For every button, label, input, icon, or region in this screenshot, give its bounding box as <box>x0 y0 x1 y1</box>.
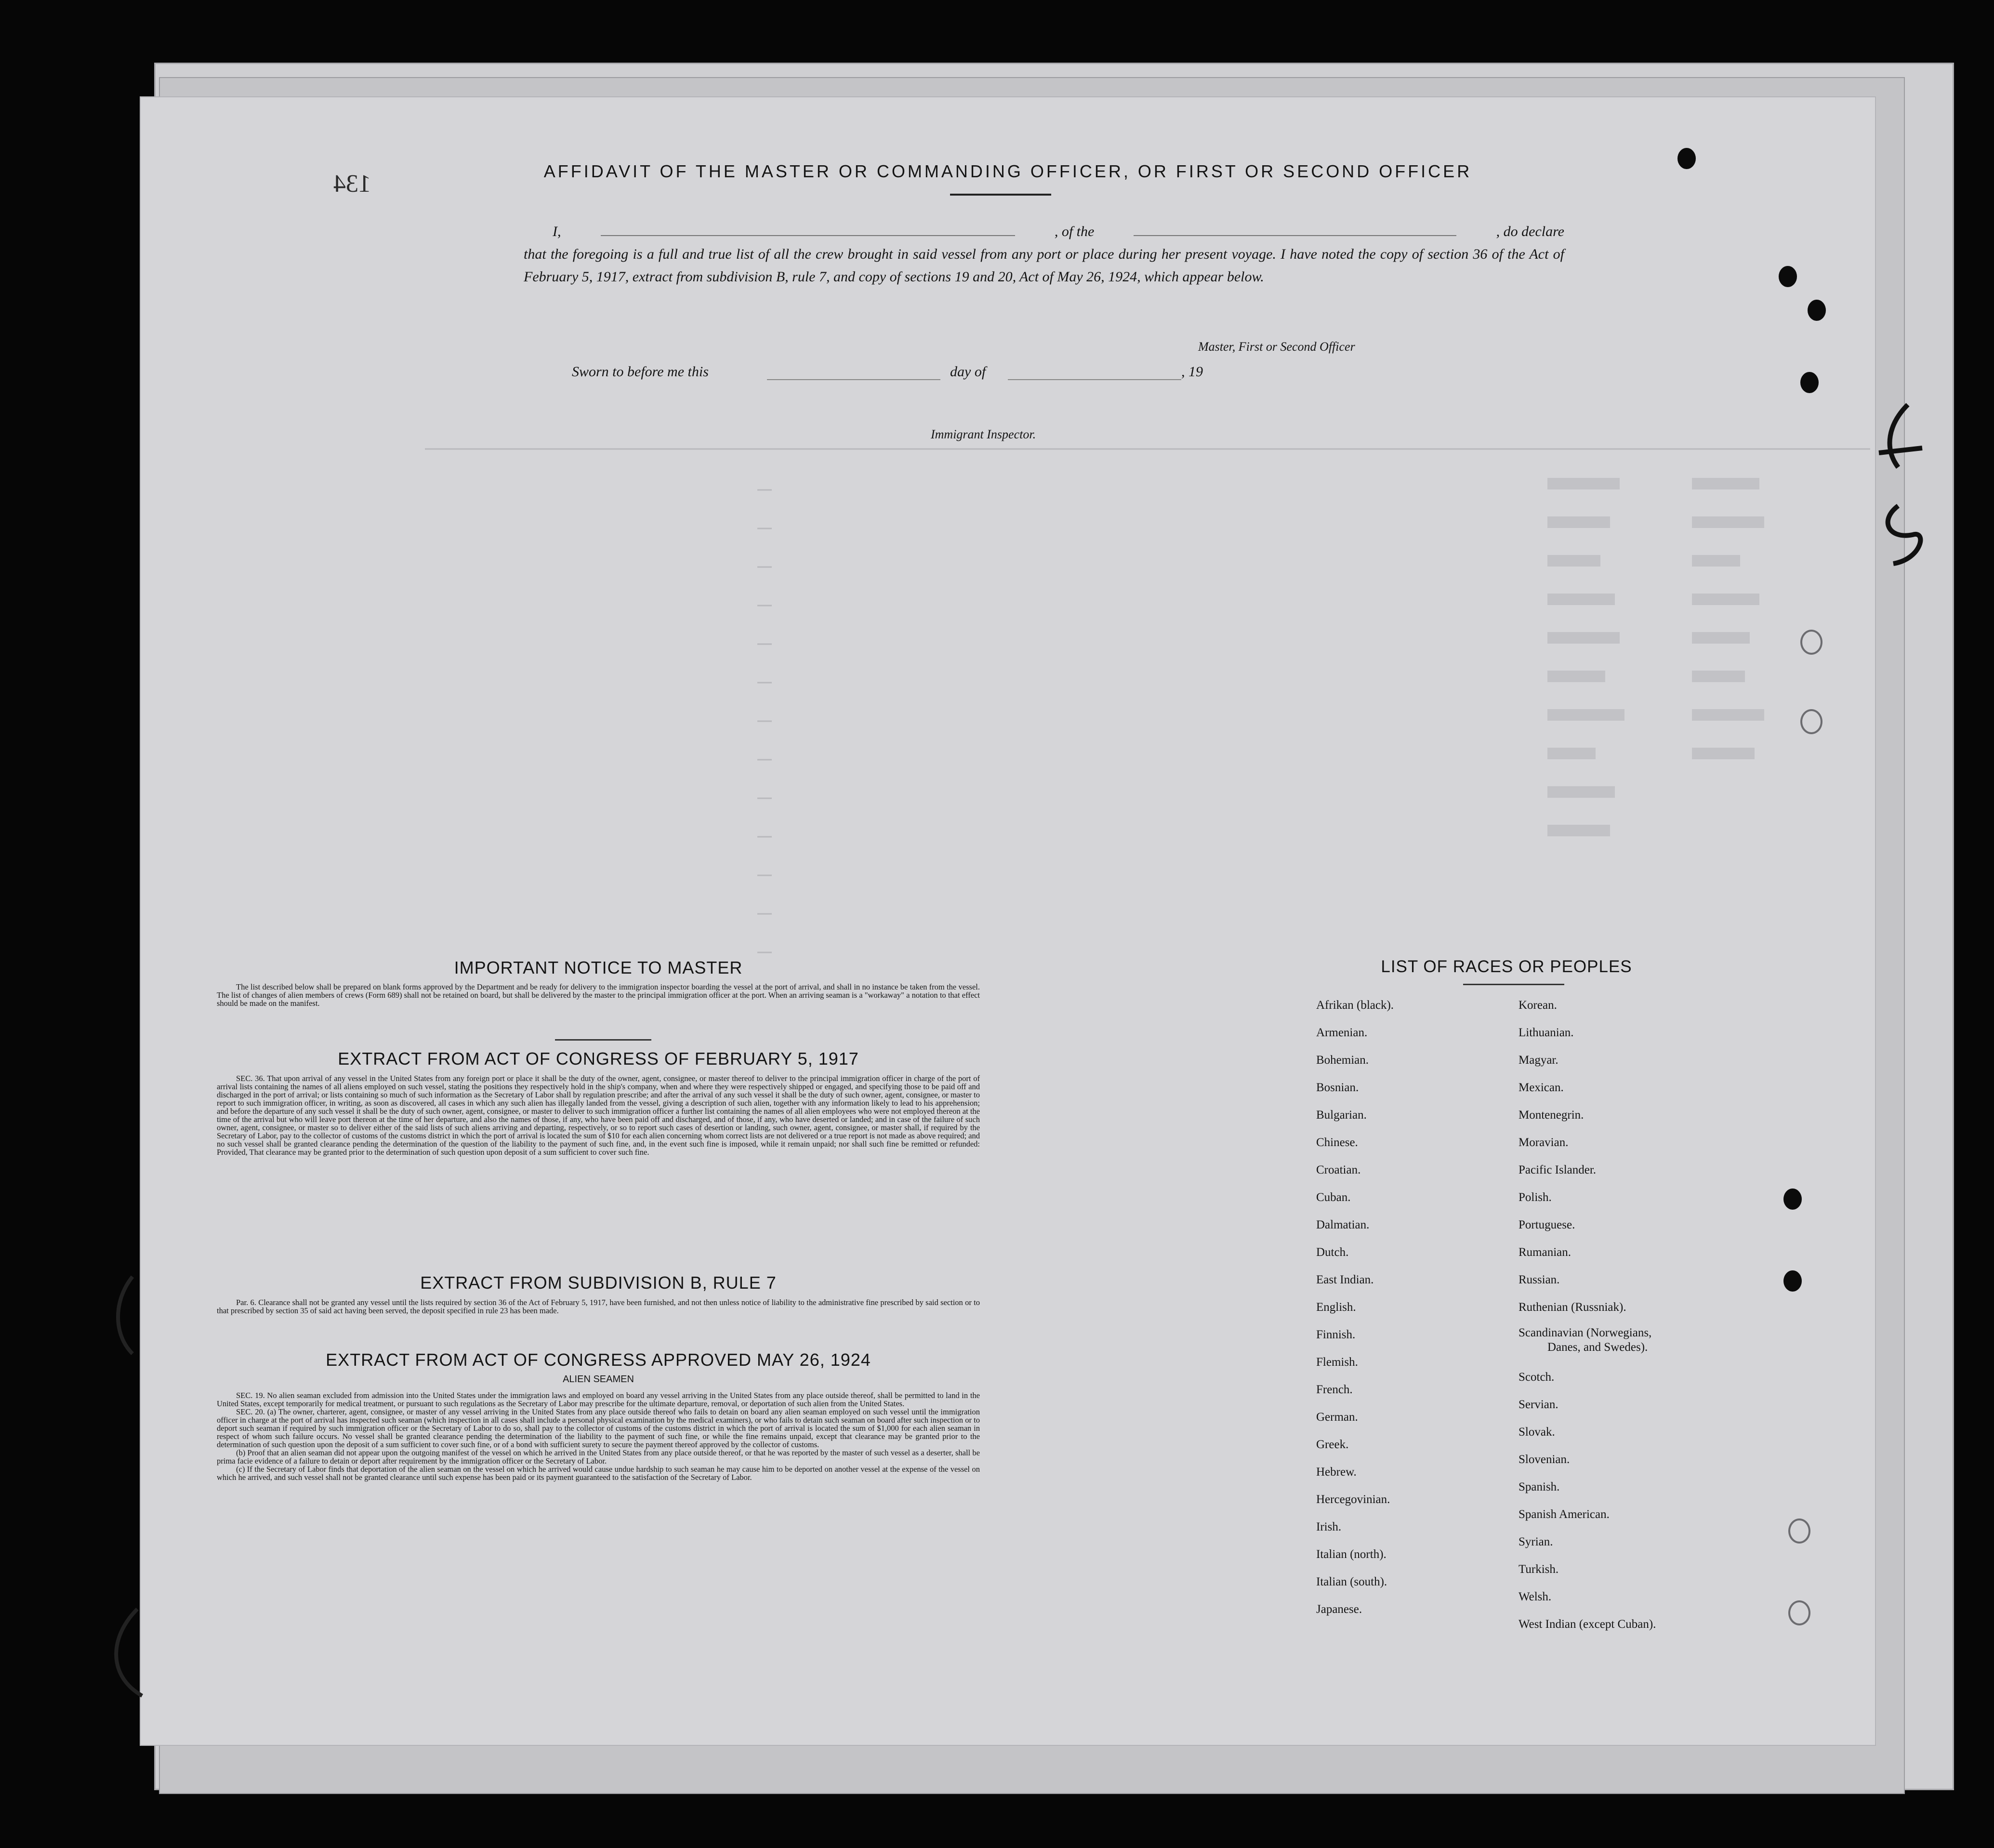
race-item: Italian (north). <box>1316 1548 1387 1561</box>
race-item: Moravian. <box>1519 1136 1569 1149</box>
race-item: Montenegrin. <box>1519 1109 1584 1122</box>
race-item: Bosnian. <box>1316 1081 1359 1094</box>
binder-hole <box>1788 1518 1810 1544</box>
race-item: Bohemian. <box>1316 1054 1369 1067</box>
race-item: Irish. <box>1316 1520 1342 1533</box>
race-item: Italian (south). <box>1316 1575 1387 1588</box>
race-item <box>1519 1321 1656 1363</box>
race-item: Lithuanian. <box>1519 1026 1574 1039</box>
extract-1924-title: EXTRACT FROM ACT OF CONGRESS APPROVED MAY 26, 1924 <box>326 1350 871 1370</box>
document-page <box>140 96 1876 1746</box>
extract-rule7-text <box>217 1298 980 1315</box>
race-item: Portuguese. <box>1519 1218 1575 1231</box>
signature-caption: Master, First or Second Officer <box>1198 340 1355 354</box>
races-divider <box>1463 984 1564 985</box>
race-item-line: Danes, and Swedes). <box>1547 1341 1648 1354</box>
affidavit-i: I, <box>553 224 561 239</box>
race-item: West Indian (except Cuban). <box>1519 1618 1656 1631</box>
race-item: Dalmatian. <box>1316 1218 1370 1231</box>
title-divider <box>950 194 1051 196</box>
race-item: German. <box>1316 1411 1358 1424</box>
race-item: Turkish. <box>1519 1563 1559 1576</box>
race-item: Syrian. <box>1519 1535 1553 1548</box>
race-item-line: Scandinavian (Norwegians, <box>1519 1326 1652 1339</box>
race-item: Hercegovinian. <box>1316 1493 1390 1506</box>
race-item: Polish. <box>1519 1191 1552 1204</box>
day-of-text: day of <box>950 364 986 380</box>
race-item: Dutch. <box>1316 1246 1349 1259</box>
handwritten-mark <box>1869 395 1937 568</box>
affidavit-title: AFFIDAVIT OF THE MASTER OR COMMANDING OFFICER, OR FIRST OR SECOND OFFICER <box>543 161 1472 181</box>
section-divider <box>555 1039 651 1041</box>
extract-1917-paragraph: SEC. 36. That upon arrival of any vessel in the United States from any foreign port or place it shall be the duty of the owner, agent, consignee, or master thereof to deliver to the principal immigration officer in charge of the port of arrival lists containing the names of all aliens employed on such vessel, stating the positions they respectively hold in the ship's company, when and where they were respectively shipped or engaged, and specifying those to be paid off and discharged in the port of arrival; or lists containing so much of such information as the Secretary of Labor shall by regulation prescribe; and after the arrival of any such vessel it shall be the duty of such owner, agent, consignee, or master to report to such immigration officer, in writing, as soon as discovered, all cases in which any such alien has illegally landed from the vessel, giving a description of such alien, together with any information likely to lead to his apprehension; and before the departure of any such vessel it shall be the duty of such owner, agent, consignee, or master to deliver to such immigration officer a further list containing the names of all alien employees who were not employed thereon at the time of the arrival but who will leave port thereon at the time of her departure, and also the names of those, if any, who have been paid off and discharged, and of those, if any, who have deserted or landed; and in case of the failure of such owner, agent, consignee, or master so to deliver either of the said lists of such aliens arriving and departing, respectively, or so to report such cases of desertion or landing, such owner, agent, consignee, or master shall, if required by the Secretary of Labor, pay to the collector of customs of the customs district in which the port of arrival is located the sum of $10 for each alien concerning whom correct lists are not delivered or a true report is not made as above required; and no such vessel shall be granted clearance pending the determination of the question of the liability to the payment of such fine, and, in the event such fine is imposed, while it remain unpaid; nor shall such fine be remitted or refunded: Provided, That clearance may be granted prior to the determination of such question upon deposit of a sum sufficient to cover such fine. <box>217 1074 980 1157</box>
page-number: 134 <box>333 170 371 198</box>
race-item: Japanese. <box>1316 1603 1362 1616</box>
notice-paragraph: The list described below shall be prepared on blank forms approved by the Department and be ready for delivery to the immigration inspector boarding the vessel at the port of arrival, and shall in no instance be taken from the vessel. The list of changes of alien members of crews (Form 689) shall not be retained on board, but shall be delivered by the master to the principal immigration officer at the port. When an arriving seaman is a "workaway" a notation to that effect should be made on the manifest. <box>217 982 980 1008</box>
race-item: Flemish. <box>1316 1356 1358 1369</box>
binder-hole <box>1800 372 1819 393</box>
extract-1924-paragraph: SEC. 20. (a) The owner, charterer, agent, consignee, or master of any vessel arriving in the United States from any place outside thereof who fails to detain on board any alien seaman employed on such vessel until the immigration officer in charge at the port of arrival has inspected such seaman (which inspection in all cases shall include a personal physical examination by the medical examiners), or who fails to detain such seaman on board after such inspection or to deport such seaman if required by such immigration officer or the Secretary of Labor to do so, shall pay to the collector of customs of the customs district in which the port of arrival is located the sum of $1,000 for each alien seaman in respect of whom such failure occurs. No vessel shall be granted clearance pending the determination of the liability to the payment of such fine, or while the fine remains unpaid, except that clearance may be granted prior to the determination of such question upon the deposit of a sum sufficient to cover such fine, or of a bond with sufficient surety to secure the payment thereof approved by the collector of customs. <box>217 1407 980 1449</box>
race-item: Welsh. <box>1519 1590 1552 1603</box>
race-item: Afrikan (black). <box>1316 999 1394 1012</box>
day-blank[interactable] <box>767 379 940 380</box>
binder-hole <box>1779 266 1797 287</box>
race-item: French. <box>1316 1383 1353 1396</box>
race-item: Spanish American. <box>1519 1508 1610 1521</box>
races-title: LIST OF RACES OR PEOPLES <box>1381 957 1632 976</box>
race-item: Korean. <box>1519 999 1557 1012</box>
race-item: East Indian. <box>1316 1273 1374 1286</box>
race-item: Rumanian. <box>1519 1246 1571 1259</box>
notice-title: IMPORTANT NOTICE TO MASTER <box>454 958 743 977</box>
race-item: Greek. <box>1316 1438 1349 1451</box>
race-item: Hebrew. <box>1316 1465 1357 1478</box>
extract-1917-text <box>217 1074 980 1156</box>
race-item: Finnish. <box>1316 1328 1356 1341</box>
race-item: Croatian. <box>1316 1163 1361 1176</box>
race-item: Armenian. <box>1316 1026 1368 1039</box>
extract-1924-text <box>217 1391 980 1481</box>
affidavit-body <box>524 220 1564 288</box>
binder-hole <box>1788 1600 1810 1625</box>
affidavit-do-declare: , do declare <box>1496 224 1564 239</box>
race-item: Spanish. <box>1519 1480 1560 1493</box>
race-item: Mexican. <box>1519 1081 1564 1094</box>
extract-1924-paragraph: (b) Proof that an alien seaman did not appear upon the outgoing manifest of the vessel on which he arrived in the United States from any place outside thereof, or that he was reported by the master of such vessel as a deserter, shall be prima facie evidence of a failure to detain or deport after requirement by the immigration officer or the Secretary of Labor. <box>217 1448 980 1465</box>
race-item: Slovenian. <box>1519 1453 1570 1466</box>
race-item: English. <box>1316 1301 1356 1314</box>
extract-1924-paragraph: (c) If the Secretary of Labor finds that deportation of the alien seaman on the vessel on which he arrived would cause undue hardship to such seaman he may cause him to be deported on another vessel at the expense of the vessel on which he arrived, and such vessel shall not be granted clearance until such expense has been paid or its payment guaranteed to the satisfaction of the Secretary of Labor. <box>217 1465 980 1482</box>
race-item: Russian. <box>1519 1273 1560 1286</box>
race-item: Servian. <box>1519 1398 1558 1411</box>
extract-rule7-paragraph: Par. 6. Clearance shall not be granted any vessel until the lists required by section 36 of the Act of February 5, 1917, have been furnished, and not then unless notice of liability to the administrative fine prescribed by said section or to that prescribed by section 35 of said act having been served, the deposit specified in rule 23 has been made. <box>217 1298 980 1315</box>
binder-hole <box>1783 1270 1802 1292</box>
affidavit-of-the: , of the <box>1054 224 1095 239</box>
race-item: Magyar. <box>1519 1054 1558 1067</box>
races-list-left <box>1316 991 1394 1623</box>
race-item: Bulgarian. <box>1316 1109 1367 1122</box>
binder-hole <box>1783 1188 1802 1210</box>
year-prefix: , 19 <box>1181 364 1203 380</box>
extract-1924-paragraph: SEC. 19. No alien seaman excluded from admission into the United States under the immigration laws and employed on board any vessel arriving in the United States from any place outside thereof, shall be permitted to land in the United States, except temporarily for medical treatment, or pursuant to such regulations as the Secretary of Labor may prescribe for the ultimate departure, removal, or deportation of such alien from the United States. <box>217 1391 980 1408</box>
extract-rule7-title: EXTRACT FROM SUBDIVISION B, RULE 7 <box>420 1273 777 1293</box>
vessel-name-blank[interactable] <box>1134 222 1456 236</box>
race-item: Pacific Islander. <box>1519 1163 1597 1176</box>
inspector-caption: Immigrant Inspector. <box>931 427 1036 441</box>
binder-hole <box>1808 300 1826 321</box>
month-blank[interactable] <box>1008 379 1181 380</box>
sworn-text: Sworn to before me this <box>572 364 709 380</box>
races-list-right <box>1519 991 1656 1638</box>
affidavit-first-line <box>524 220 1564 243</box>
extract-1917-title: EXTRACT FROM ACT OF CONGRESS OF FEBRUARY 5, 1917 <box>338 1049 859 1069</box>
extract-1924-subtitle: ALIEN SEAMEN <box>563 1374 634 1385</box>
race-item: Chinese. <box>1316 1136 1358 1149</box>
race-item: Scotch. <box>1519 1371 1555 1384</box>
bleed-through-marks <box>425 444 1870 1013</box>
race-item: Ruthenian (Russniak). <box>1519 1301 1626 1314</box>
handwritten-mark <box>104 1272 152 1705</box>
race-item: Slovak. <box>1519 1426 1555 1439</box>
race-item: Cuban. <box>1316 1191 1351 1204</box>
notice-text <box>217 983 980 1007</box>
officer-name-blank[interactable] <box>601 222 1015 236</box>
affidavit-text: that the foregoing is a full and true list of all the crew brought in said vessel from any port or place during her present voyage. I have noted the copy of section 36 of the Act of February 5, 1917, extract from subdivision B, rule 7, and copy of sections 19 and 20, Act of May 26, 1924, which appear below. <box>524 246 1564 285</box>
